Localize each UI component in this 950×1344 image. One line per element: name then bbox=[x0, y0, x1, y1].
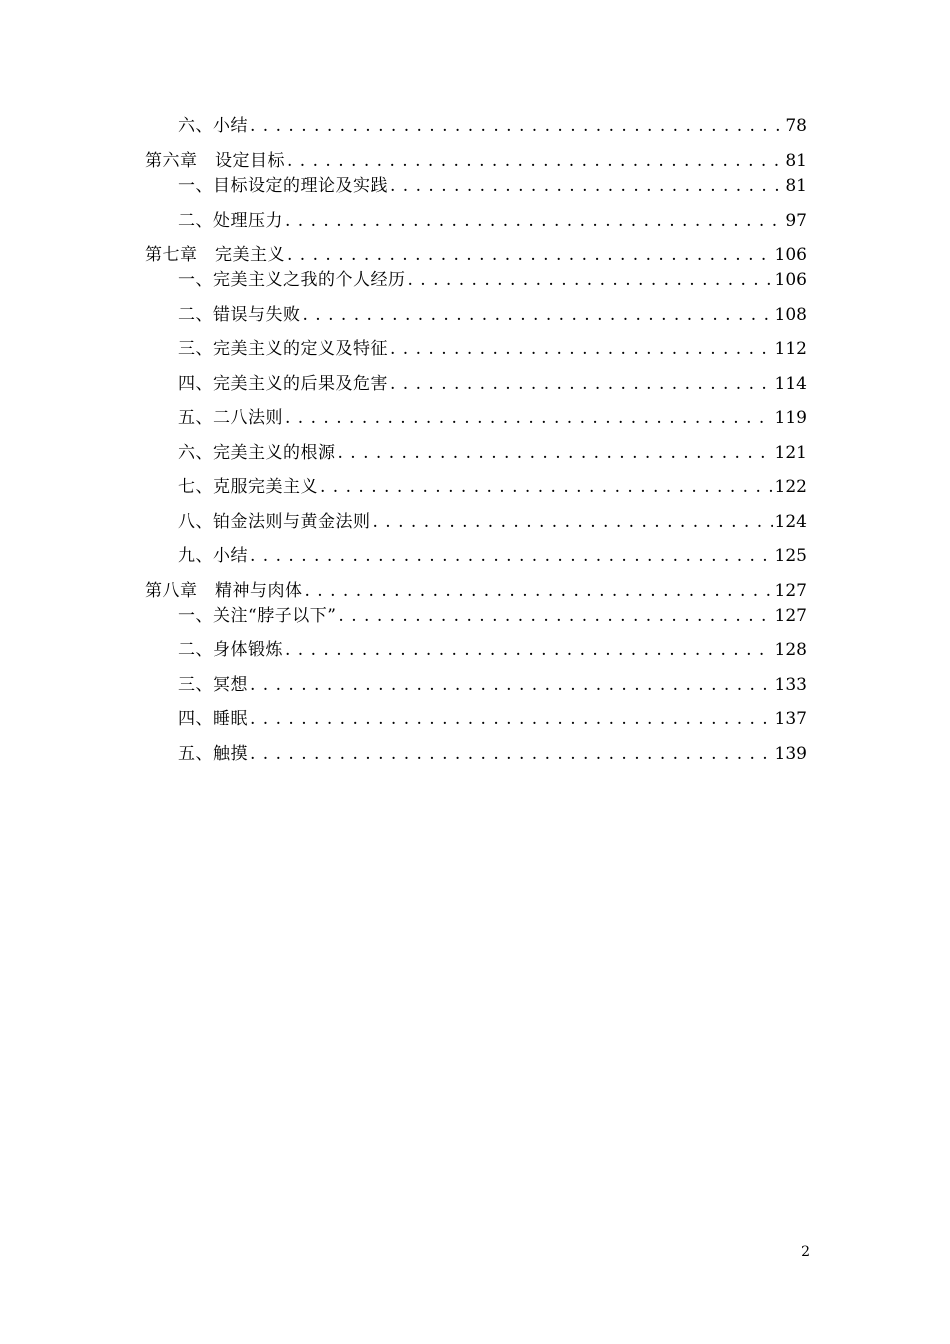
toc-entry-page: 81 bbox=[785, 176, 807, 196]
toc-entry-page: 78 bbox=[785, 116, 807, 136]
toc-entry-title: 一、目标设定的理论及实践 bbox=[178, 176, 388, 196]
dot-leader bbox=[390, 173, 783, 199]
toc-entry-page: 127 bbox=[774, 581, 807, 601]
toc-entry bbox=[178, 440, 807, 466]
dot-leader bbox=[390, 336, 773, 362]
dot-leader bbox=[285, 208, 783, 234]
dot-leader bbox=[408, 267, 773, 293]
toc-entry bbox=[178, 543, 807, 569]
toc-entry-title: 二、身体锻炼 bbox=[178, 640, 283, 660]
toc-entry-page: 137 bbox=[774, 709, 807, 729]
toc-entry-title: 六、小结 bbox=[178, 116, 248, 136]
toc-entry-page: 106 bbox=[774, 245, 807, 265]
toc-entry-page: 121 bbox=[774, 443, 807, 463]
toc-entry-title: 三、完美主义的定义及特征 bbox=[178, 339, 388, 359]
toc-entry-page: 122 bbox=[774, 477, 807, 497]
dot-leader bbox=[320, 474, 773, 500]
toc-entry-page: 127 bbox=[774, 606, 807, 626]
toc-entry-page: 97 bbox=[785, 211, 807, 231]
toc-entry-title: 第七章 完美主义 bbox=[145, 245, 285, 265]
toc-entry bbox=[145, 578, 807, 604]
toc-entry-page: 114 bbox=[774, 374, 807, 394]
toc-entry bbox=[178, 302, 807, 328]
dot-leader bbox=[390, 371, 773, 397]
toc-entry-page: 124 bbox=[774, 512, 807, 532]
toc-entry-page: 112 bbox=[774, 339, 807, 359]
toc-entry-page: 81 bbox=[785, 151, 807, 171]
toc-entry-page: 139 bbox=[774, 744, 807, 764]
toc-entry-title: 二、处理压力 bbox=[178, 211, 283, 231]
toc-entry-title: 二、错误与失败 bbox=[178, 305, 301, 325]
toc-entry-title: 七、克服完美主义 bbox=[178, 477, 318, 497]
dot-leader bbox=[250, 706, 773, 732]
dot-leader bbox=[285, 405, 773, 431]
toc-entry-title: 一、完美主义之我的个人经历 bbox=[178, 270, 406, 290]
toc-entry bbox=[145, 148, 807, 174]
toc-entry-title: 五、二八法则 bbox=[178, 408, 283, 428]
toc-entry-title: 一、关注“脖子以下” bbox=[178, 606, 337, 626]
toc-entry-title: 八、铂金法则与黄金法则 bbox=[178, 512, 371, 532]
toc-entry bbox=[178, 173, 807, 199]
toc-entry bbox=[178, 405, 807, 431]
toc-entry-title: 第八章 精神与肉体 bbox=[145, 581, 303, 601]
toc-entry bbox=[178, 706, 807, 732]
toc-entry-page: 133 bbox=[774, 675, 807, 695]
dot-leader bbox=[250, 543, 773, 569]
toc-entry bbox=[178, 336, 807, 362]
toc-entry bbox=[178, 603, 807, 629]
toc-entry-page: 119 bbox=[774, 408, 807, 428]
dot-leader bbox=[250, 672, 773, 698]
dot-leader bbox=[303, 302, 773, 328]
toc-entry bbox=[178, 371, 807, 397]
dot-leader bbox=[287, 242, 773, 268]
dot-leader bbox=[338, 440, 773, 466]
toc-entry bbox=[178, 113, 807, 139]
toc-entry-page: 125 bbox=[774, 546, 807, 566]
toc-entry-title: 四、完美主义的后果及危害 bbox=[178, 374, 388, 394]
page-number: 2 bbox=[801, 1244, 810, 1260]
toc-entry-title: 九、小结 bbox=[178, 546, 248, 566]
toc-entry-page: 108 bbox=[774, 305, 807, 325]
dot-leader bbox=[305, 578, 773, 604]
toc-entry bbox=[178, 637, 807, 663]
toc-entry bbox=[178, 208, 807, 234]
dot-leader bbox=[338, 603, 772, 629]
dot-leader bbox=[250, 113, 783, 139]
toc-entry bbox=[178, 509, 807, 535]
toc-entry bbox=[178, 267, 807, 293]
toc-entry bbox=[178, 672, 807, 698]
toc-entry bbox=[178, 474, 807, 500]
dot-leader bbox=[250, 741, 773, 767]
toc-entry bbox=[145, 242, 807, 268]
toc-entry-title: 三、冥想 bbox=[178, 675, 248, 695]
toc-entry-page: 106 bbox=[774, 270, 807, 290]
toc-entry-page: 128 bbox=[774, 640, 807, 660]
toc-entry-title: 六、完美主义的根源 bbox=[178, 443, 336, 463]
toc-entry-title: 四、睡眠 bbox=[178, 709, 248, 729]
dot-leader bbox=[285, 637, 773, 663]
toc-entry-title: 第六章 设定目标 bbox=[145, 151, 285, 171]
toc-entry-title: 五、触摸 bbox=[178, 744, 248, 764]
dot-leader bbox=[287, 148, 783, 174]
toc-entry bbox=[178, 741, 807, 767]
dot-leader bbox=[373, 509, 773, 535]
